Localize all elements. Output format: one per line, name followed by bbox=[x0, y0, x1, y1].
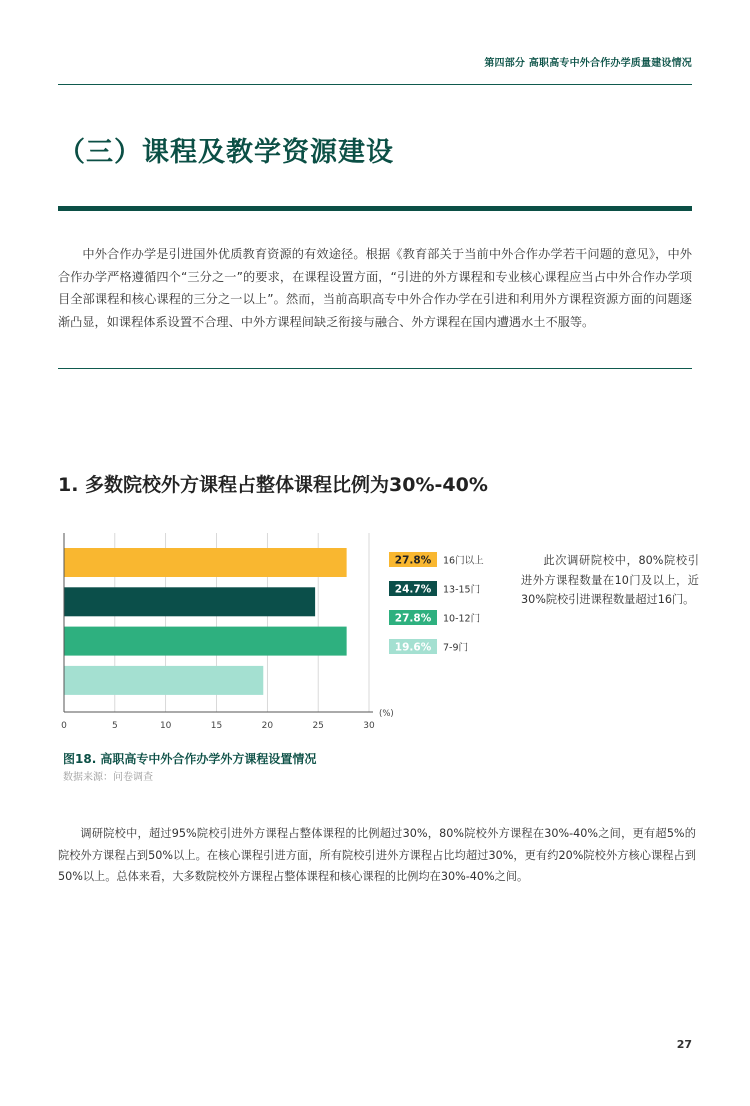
bar bbox=[64, 666, 263, 695]
data-label: 24.7% bbox=[394, 583, 432, 596]
data-label: 27.8% bbox=[394, 554, 432, 567]
x-tick-label: 5 bbox=[111, 721, 118, 731]
x-tick-label: 30 bbox=[363, 721, 375, 731]
x-tick-label: 15 bbox=[210, 721, 223, 731]
section-title-bar bbox=[58, 206, 692, 211]
data-label: 19.6% bbox=[394, 641, 432, 654]
data-label: 27.8% bbox=[394, 612, 432, 625]
running-header: 第四部分 高职高专中外合作办学质量建设情况 bbox=[484, 58, 692, 69]
x-tick-label: 10 bbox=[159, 721, 172, 731]
section-divider bbox=[58, 368, 692, 369]
x-axis-unit: (%) bbox=[379, 709, 394, 719]
x-tick-label: 20 bbox=[261, 721, 274, 731]
legend-label: 10-12门 bbox=[443, 613, 481, 625]
figure-source: 数据来源：问卷调查 bbox=[63, 772, 153, 783]
page-number: 27 bbox=[676, 1038, 692, 1051]
header-rule bbox=[58, 84, 692, 85]
subsection-title: 1. 多数院校外方课程占整体课程比例为30%-40% bbox=[58, 474, 488, 496]
legend-label: 13-15门 bbox=[443, 584, 481, 596]
bar-chart bbox=[0, 520, 520, 745]
x-tick-label: 25 bbox=[312, 721, 324, 731]
section-title: （三）课程及教学资源建设 bbox=[58, 137, 394, 168]
figure-caption: 图18. 高职高专中外合作办学外方课程设置情况 bbox=[63, 752, 317, 766]
legend-label: 16门以上 bbox=[443, 555, 484, 567]
body-paragraph: 调研院校中，超过95%院校引进外方课程占整体课程的比例超过30%，80%院校外方课程在30%-40%之间，更有超5%的院校外方课程占到50%以上。在核心课程引进方面，所有院校引进外方课程占比均超过30%，更有约20%院校外方核心课程占到50%以上。总体来看，大多数院校外方课程占整体课程和核心课程的比例均在30%-40%之间。 bbox=[58, 827, 696, 883]
bar bbox=[64, 548, 347, 577]
legend-label: 7-9门 bbox=[443, 642, 469, 654]
bar bbox=[64, 627, 347, 656]
x-tick-label: 0 bbox=[61, 721, 67, 731]
intro-paragraph: 中外合作办学是引进国外优质教育资源的有效途径。根据《教育部关于当前中外合作办学若干问题的意见》，中外合作办学严格遵循四个“三分之一”的要求，在课程设置方面，“引进的外方课程和专业核心课程应当占中外合作办学项目全部课程和核心课程的三分之一以上”。然而，当前高职高专中外合作办学在引进和利用外方课程资源方面的问题逐渐凸显，如课程体系设置不合理、中外方课程间缺乏衔接与融合、外方课程在国内遭遇水土不服等。 bbox=[58, 247, 692, 329]
bar bbox=[64, 587, 315, 616]
side-note: 此次调研院校中，80%院校引进外方课程数量在10门及以上，近30%院校引进课程数量超过16门。 bbox=[521, 554, 699, 606]
